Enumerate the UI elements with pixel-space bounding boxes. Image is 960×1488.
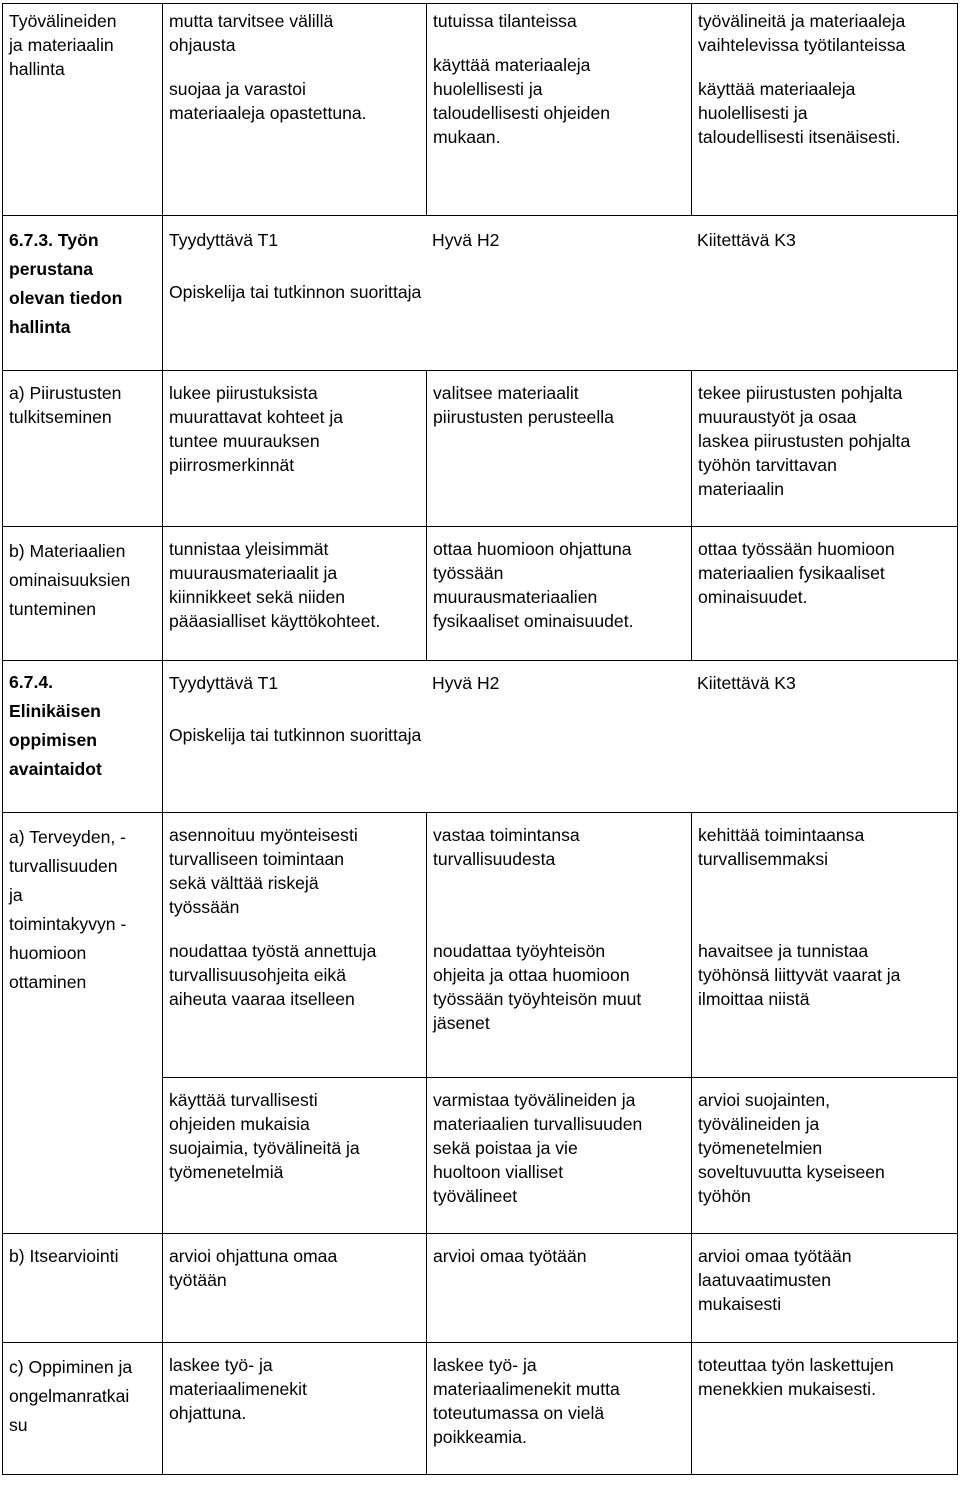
- row-label: b) Materiaalien ominaisuuksien tunteminen: [3, 527, 163, 661]
- table-row: [3, 371, 958, 527]
- cell-h2: valitsee materiaalit piirustusten perusteella: [427, 371, 692, 527]
- cell-t1: asennoituu myönteisesti turvalliseen toimintaan sekä välttää riskejä työssään noudattaa työstä annettuja turvallisuusohjeita eikä aiheuta vaaraa itselleen: [163, 813, 427, 1078]
- section-levels: [163, 661, 958, 813]
- section-header-row: [3, 216, 958, 371]
- section-title: 6.7.4. Elinikäisen oppimisen avaintaidot: [3, 661, 163, 813]
- row-label: b) Itsearviointi: [3, 1234, 163, 1343]
- cell-h2: arvioi omaa työtään: [427, 1234, 692, 1343]
- cell-h2: tutuissa tilanteissa käyttää materiaaleja huolellisesti ja taloudellisesti ohjeiden mukaan.: [427, 4, 692, 216]
- section-levels: [163, 216, 958, 371]
- section-header-row: [3, 661, 958, 813]
- cell-k3: arvioi omaa työtään laatuvaatimusten mukaisesti: [692, 1234, 958, 1343]
- cell-k3: kehittää toimintaansa turvallisemmaksi havaitsee ja tunnistaa työhönsä liittyvät vaarat ja ilmoittaa niistä: [692, 813, 958, 1078]
- cell-k3: arvioi suojainten, työvälineiden ja työmenetelmien soveltuvuutta kyseiseen työhön: [692, 1078, 958, 1234]
- level-t1: Tyydyttävä T1: [169, 673, 279, 693]
- cell-h2: varmistaa työvälineiden ja materiaalien turvallisuuden sekä poistaa ja vie huoltoon vialliset työvälineet: [427, 1078, 692, 1234]
- level-k3: Kiitettävä K3: [697, 230, 796, 250]
- cell-t1: laskee työ- ja materiaalimenekit ohjattuna.: [163, 1343, 427, 1475]
- assessment-table: [2, 3, 958, 1475]
- section-subtitle: Opiskelija tai tutkinnon suorittaja: [169, 725, 422, 745]
- row-label: Työvälineiden ja materiaalin hallinta: [3, 4, 163, 216]
- cell-t1: käyttää turvallisesti ohjeiden mukaisia suojaimia, työvälineitä ja työmenetelmiä: [163, 1078, 427, 1234]
- cell-k3: tekee piirustusten pohjalta muuraustyöt ja osaa laskea piirustusten pohjalta työhön tarvittavan materiaalin: [692, 371, 958, 527]
- cell-t1: arvioi ohjattuna omaa työtään: [163, 1234, 427, 1343]
- cell-k3: työvälineitä ja materiaaleja vaihtelevissa työtilanteissa käyttää materiaaleja huolellisesti ja taloudellisesti itsenäisesti.: [692, 4, 958, 216]
- level-h2: Hyvä H2: [432, 673, 500, 693]
- cell-h2: ottaa huomioon ohjattuna työssään muurausmateriaalien fysikaaliset ominaisuudet.: [427, 527, 692, 661]
- cell-k3: toteuttaa työn laskettujen menekkien mukaisesti.: [692, 1343, 958, 1475]
- row-label: a) Piirustusten tulkitseminen: [3, 371, 163, 527]
- section-title: 6.7.3. Työn perustana olevan tiedon hallinta: [3, 216, 163, 371]
- table-row: [3, 1343, 958, 1475]
- table-row: [3, 1234, 958, 1343]
- cell-h2: laskee työ- ja materiaalimenekit mutta toteutumassa on vielä poikkeamia.: [427, 1343, 692, 1475]
- level-k3: Kiitettävä K3: [697, 673, 796, 693]
- table-row: [3, 527, 958, 661]
- cell-t1: lukee piirustuksista muurattavat kohteet ja tuntee muurauksen piirrosmerkinnät: [163, 371, 427, 527]
- table-row: [3, 813, 958, 1078]
- row-label: c) Oppiminen ja ongelmanratkai su: [3, 1343, 163, 1475]
- cell-k3: ottaa työssään huomioon materiaalien fysikaaliset ominaisuudet.: [692, 527, 958, 661]
- row-label: a) Terveyden, - turvallisuuden ja toimintakyvyn - huomioon ottaminen: [3, 813, 163, 1234]
- cell-h2: vastaa toimintansa turvallisuudesta noudattaa työyhteisön ohjeita ja ottaa huomioon työssään työyhteisön muut jäsenet: [427, 813, 692, 1078]
- cell-t1: mutta tarvitsee välillä ohjausta suojaa ja varastoi materiaaleja opastettuna.: [163, 4, 427, 216]
- table-row: [3, 4, 958, 216]
- level-t1: Tyydyttävä T1: [169, 230, 279, 250]
- level-h2: Hyvä H2: [432, 230, 500, 250]
- cell-t1: tunnistaa yleisimmät muurausmateriaalit ja kiinnikkeet sekä niiden pääasialliset käyttökohteet.: [163, 527, 427, 661]
- section-subtitle: Opiskelija tai tutkinnon suorittaja: [169, 282, 422, 302]
